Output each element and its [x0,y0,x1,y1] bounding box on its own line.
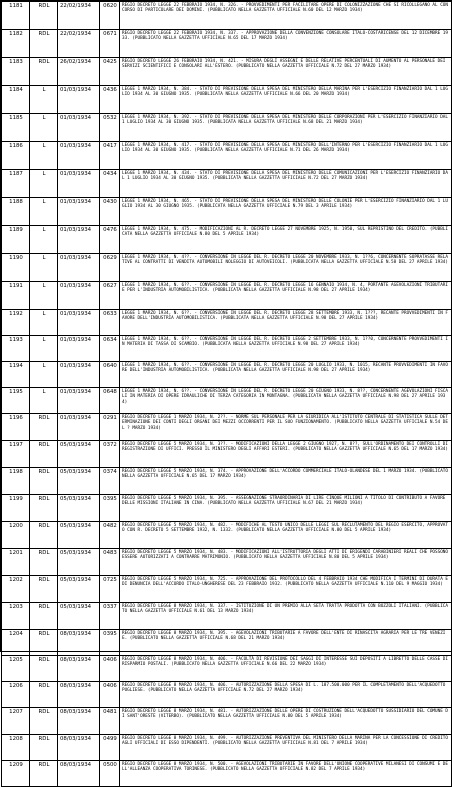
act-description: REGIO DECRETO LEGGE 8 MARZO 1934, N. 500. - AGEVOLAZIONI TRIBUTARIE IN FAVORE DELL'UNIONE COOPERATIVE MILANESI DI CONSUMI E DELL'ALLEANZA COOPERATIVA TORINESE. (PUBBLICATO NELLA GAZZETTA UFFICIALE N.82 DEL 7 APRILE 1934) [120,761,452,787]
act-description: REGIO DECRETO LEGGE 5 MARZO 1934, N. 395. - ASSEGNAZIONE STRAORDINARIA DI LIRE CINQUE MILIONI A TITOLO DI CONTRIBUTO A FAVORE DELLE MISSIONI ITALIANE IN CINA. (PUBBLICATO NELLA GAZZETTA UFFICIALE N.67 DEL 21 MARZO 1934) [120,495,452,522]
table-row [2,254,452,282]
row-number: 1209 [2,761,30,787]
row-number: 1203 [2,603,30,630]
act-type: L [30,388,58,414]
act-code: 0434 [100,170,120,198]
row-number: 1206 [2,682,30,708]
act-code: 0425 [100,58,120,86]
act-date: 08/03/1934 [58,630,100,656]
act-type: L [30,142,58,170]
row-number: 1181 [2,2,30,30]
act-code: 0406 [100,682,120,708]
act-description: REGIO DECRETO LEGGE 5 MARZO 1934, N. 483. - MODIFICAZIONI ALL'ISTRUTTORIA DEGLI ATTI DI ERIGENDI CARABINIERI REALI CHE POSSONO ESSERE AUTORIZZATI A CONTRARRE MATRIMONIO. (PUBBLICATO NELLA GAZZETTA UFFICIALE N.80 DEL 5 APRILE 1934) [120,549,452,576]
act-date: 05/03/1934 [58,576,100,603]
table-row [2,495,452,522]
act-code: 0500 [100,761,120,787]
act-type: L [30,336,58,362]
row-number: 1199 [2,495,30,522]
act-date: 26/02/1934 [58,58,100,86]
act-description: LEGGE 1 MARZO 1934, N. 6??. - CONVERSIONE IN LEGGE DEL R. DECRETO LEGGE 16 GENNAIO 1934, N. 4, PORTANTE AGEVOLAZIONI TRIBUTARIE PER L'INDUSTRIA AUTOMOBILISTICA. (PUBBLICATA NELLA GAZZETTA UFFICIALE N.98 DEL 27 APRILE 1934) [120,282,452,310]
row-number: 1205 [2,656,30,682]
act-type: L [30,226,58,254]
act-code: 0481 [100,708,120,735]
table-row [2,441,452,468]
act-code: 0476 [100,226,120,254]
row-number: 1200 [2,522,30,549]
row-number: 1188 [2,198,30,226]
row-number: 1202 [2,576,30,603]
row-number: 1198 [2,468,30,495]
act-description: REGIO DECRETO LEGGE 1 MARZO 1934, N. 2??. - NORME SUL PERSONALE PER LA GIURIDICA ALL'ISTITUTO CENTRALE DI STATISTICA SULLE DETERMINAZIONE DEI CONTI DEGLI ORGANI DEI MEZZI OCCORRENTI PER IL SUO FUNZIONAMENTO. (PUBBLICATO NELLA GAZZETTA UFFICIALE N.54 DEL ? MARZO 1934) [120,414,452,441]
act-description: LEGGE 1 MARZO 1934, N. 465. - STATO DI PREVISIONE DELLA SPESA DEL MINISTERO DELLE COLONIE PER L'ESERCIZIO FINANZIARIO DAL 1 LUGLIO 1934 AL 30 GIUGNO 1935. (PUBBLICATA NELLA GAZZETTA UFFICIALE N.79 DEL 3 APRILE 1934) [120,198,452,226]
table-row [2,2,452,30]
act-type: RDL [30,468,58,495]
act-description: REGIO DECRETO LEGGE 8 MARZO 1934, N. 481. - AUTORIZZAZIONE DELLE OPERE DI COSTRUZIONE DELL'ACQUEDOTTO SUSSIDIARIO DEL COMUNE DI SANT'ORESTE (VITERBO). (PUBBLICATO NELLA GAZZETTA UFFICIALE N.80 DEL 5 APRILE 1934) [120,708,452,735]
table-row [2,310,452,336]
act-description: REGIO DECRETO LEGGE 22 FEBBRAIO 1934, N. 326. - PROVVEDIMENTI PER FACILITARE OPERE DI COLONIZZAZIONE CHE SI RICOLLEGANO AL CONCORSO DI PARTICOLARE DEI DOMINI. (PUBBLICATO NELLA GAZZETTA UFFICIALE N.60 DEL 12 MARZO 1934) [120,2,452,30]
table-row [2,682,452,708]
act-code: 0482 [100,522,120,549]
act-type: L [30,86,58,114]
act-type: RDL [30,58,58,86]
act-description: REGIO DECRETO LEGGE 5 MARZO 1934, N. 3??. - MODIFICAZIONI DELLA LEGGE 2 GIUGNO 1927, N. 8??, SULL'ORDINAMENTO DEI CONTROLLI DI REGISTRAZIONE DI UFFICI. PRESSO IL MINISTERO DEGLI AFFARI ESTERI. (PUBBLICATO NELLA GAZZETTA UFFICIALE N.65 DEL 17 MARZO 1934) [120,441,452,468]
act-date: 08/03/1934 [58,708,100,735]
act-date: 05/03/1934 [58,441,100,468]
act-date: 01/03/1934 [58,198,100,226]
row-number: 1182 [2,30,30,58]
act-code: 0627 [100,282,120,310]
act-code: 0640 [100,362,120,388]
row-number: 1190 [2,254,30,282]
table-row [2,388,452,414]
act-code: 0633 [100,310,120,336]
row-number: 1208 [2,735,30,761]
act-date: 01/03/1934 [58,254,100,282]
table-row [2,414,452,441]
row-number: 1192 [2,310,30,336]
act-code: 0395 [100,495,120,522]
register-table [1,1,452,787]
act-code: 0417 [100,142,120,170]
act-date: 01/03/1934 [58,362,100,388]
act-code: 0406 [100,656,120,682]
act-type: RDL [30,522,58,549]
act-description: LEGGE 1 MARZO 1934, N. 6??. - CONVERSIONE IN LEGGE DEL R. DECRETO LEGGE 20 GIUGNO 1933, N. 8??, CONCERNENTE AGEVOLAZIONI FISCALI IN MATERIA DI OPERE IDRAULICHE DI TERZA CATEGORIA IN MONTAGNA. (PUBBLICATA NELLA GAZZETTA UFFICIALE N.98 DEL 27 APRILE 1934) [120,388,452,414]
table-row [2,522,452,549]
row-number: 1201 [2,549,30,576]
act-date: 01/03/1934 [58,310,100,336]
act-code: 0395 [100,630,120,656]
row-number: 1183 [2,58,30,86]
act-date: 05/03/1934 [58,468,100,495]
table-row [2,656,452,682]
table-row [2,549,452,576]
act-type: RDL [30,603,58,630]
act-description: LEGGE 1 MARZO 1934, N. 384. - STATO DI PREVISIONE DELLA SPESA DEL MINISTERO DELLA MARINA PER L'ESERCIZIO FINANZIARIO DAL 1 LUGLIO 1934 AL 30 GIUGNO 1935. (PUBBLICATA NELLA GAZZETTA UFFICIALE N.66 DEL 20 MARZO 1934) [120,86,452,114]
table-row [2,198,452,226]
act-description: LEGGE 1 MARZO 1934, N. 417. - STATO DI PREVISIONE DELLA SPESA DEL MINISTERO DELL'INTERNO PER L'ESERCIZIO FINANZIARIO DAL 1 LUGLIO 1934 AL 30 GIUGNO 1935. (PUBBLICATA NELLA GAZZETTA UFFICIALE N.71 DEL 26 MARZO 1934) [120,142,452,170]
row-number: 1197 [2,441,30,468]
act-type: L [30,310,58,336]
act-description: LEGGE 1 MARZO 1934, N. 6??. - CONVERSIONE IN LEGGE DEL R. DECRETO LEGGE 28 SETTEMBRE 1933, N. 1???, RECANTE PROVVEDIMENTI IN FAVORE DELL'INDUSTRIA AUTOMOBILISTICA. (PUBBLICATA NELLA GAZZETTA UFFICIALE N.98 DEL 27 APRILE 1934) [120,310,452,336]
act-date: 05/03/1934 [58,603,100,630]
register-rows [2,2,452,787]
row-number: 1185 [2,114,30,142]
table-row [2,226,452,254]
act-date: 05/03/1934 [58,495,100,522]
act-description: LEGGE 1 MARZO 1934, N. 434. - STATO DI PREVISIONE DELLA SPESA DEL MINISTERO DELLE COMUNICAZIONI PER L'ESERCIZIO FINANZIARIO DAL 1 LUGLIO 1934 AL 30 GIUGNO 1935. (PUBBLICATA NELLA GAZZETTA UFFICIALE N.72 DEL 27 MARZO 1934) [120,170,452,198]
act-date: 08/03/1934 [58,656,100,682]
table-row [2,761,452,787]
act-code: 0374 [100,468,120,495]
table-row [2,282,452,310]
act-type: RDL [30,761,58,787]
act-description: REGIO DECRETO LEGGE 8 MARZO 1934, N. 406. - AUTORIZZAZIONE DELLA SPESA DI L. 187.500.000 PER IL COMPLETAMENTO DELL'ACQUEDOTTO PUGLIESE. (PUBBLICATO NELLA GAZZETTA UFFICIALE N.72 DEL 27 MARZO 1934) [120,682,452,708]
act-type: RDL [30,630,58,656]
row-number: 1187 [2,170,30,198]
act-type: RDL [30,735,58,761]
act-description: LEGGE 1 MARZO 1934, N. 392. - STATO DI PREVISIONE DELLA SPESA DEL MINISTERO DELLE CORPORAZIONI PER L'ESERCIZIO FINANZIARIO DAL 1 LUGLIO 1934 AL 30 GIUGNO 1935. (PUBBLICATA NELLA GAZZETTA UFFICIALE N.68 DEL 21 MARZO 1934) [120,114,452,142]
row-number: 1191 [2,282,30,310]
act-date: 08/03/1934 [58,735,100,761]
act-description: LEGGE 1 MARZO 1934, N. 6??. - CONVERSIONE IN LEGGE DEL R. DECRETO LEGGE 20 LUGLIO 1933, N. 1015, RECANTE PROVVEDIMENTI IN FAVORE DELL'INDUSTRIA AUTOMOBILISTICA. (PUBBLICATA NELLA GAZZETTA UFFICIALE N.98 DEL 27 APRILE 1934) [120,362,452,388]
table-row [2,576,452,603]
act-code: 0532 [100,114,120,142]
row-number: 1193 [2,336,30,362]
table-row [2,735,452,761]
act-description: REGIO DECRETO LEGGE 5 MARZO 1934, N. 725. - APPROVAZIONE DEL PROTOCOLLO DEL 4 FEBBRAIO 1934 CHE MODIFICA I TERMINI DI DURATA E DI DENUNCIA DELL'ACCORDO ITALO-UNGHERESE DEL 23 FEBBRAIO 1932. (PUBBLICATO NELLA GAZZETTA UFFICIALE N.110 DEL 9 MAGGIO 1934) [120,576,452,603]
act-description: REGIO DECRETO LEGGE 8 MARZO 1934, N. 395. - AGEVOLAZIONI TRIBUTARIE A FAVORE DELL'ENTE DI RINASCITA AGRARIA PER LE TRE VENEZIE. (PUBBLICATO NELLA GAZZETTA UFFICIALE N.68 DEL 21 MARZO 1934) [120,630,452,656]
act-description: LEGGE 1 MARZO 1934, N. 475. - MODIFICAZIONI AL R. DECRETO LEGGE 27 NOVEMBRE 1925, N. 1950, SUL REPRISTINO DEL CREDITO. (PUBBLICATA NELLA GAZZETTA UFFICIALE N.80 DEL 5 APRILE 1934) [120,226,452,254]
act-date: 08/03/1934 [58,682,100,708]
table-row [2,362,452,388]
act-date: 22/02/1934 [58,30,100,58]
act-description: LEGGE 1 MARZO 1934, N. 6??. - CONVERSIONE IN LEGGE DEL R. DECRETO LEGGE 2 SETTEMBRE 1933, N. 1??0, CONCERNENTE PROVVEDIMENTI IN MATERIA DI TASSA DI SCAMBIO. (PUBBLICATA NELLA GAZZETTA UFFICIALE N.98 DEL 27 APRILE 1934) [120,336,452,362]
act-type: RDL [30,576,58,603]
act-code: 0725 [100,576,120,603]
act-code: 0671 [100,30,120,58]
act-date: 01/03/1934 [58,86,100,114]
act-code: 0291 [100,414,120,441]
act-type: L [30,282,58,310]
act-code: 0648 [100,388,120,414]
act-date: 01/03/1934 [58,226,100,254]
act-date: 08/03/1934 [58,761,100,787]
act-description: REGIO DECRETO LEGGE 8 MARZO 1934, N. 406. - FACOLTÀ DI REVISIONE DEI SAGGI DI INTERESSE SUI DEPOSITI A LIBRETTO DELLE CASSE DI RISPARMIO POSTALI. (PUBBLICATO NELLA GAZZETTA UFFICIALE N.66 DEL 22 MARZO 1934) [120,656,452,682]
act-type: RDL [30,549,58,576]
act-date: 01/03/1934 [58,414,100,441]
table-row [2,30,452,58]
act-type: RDL [30,682,58,708]
act-code: 0372 [100,441,120,468]
table-row [2,603,452,630]
act-code: 0620 [100,2,120,30]
act-type: L [30,170,58,198]
act-code: 0337 [100,603,120,630]
act-type: RDL [30,2,58,30]
row-number: 1207 [2,708,30,735]
act-type: RDL [30,495,58,522]
table-row [2,468,452,495]
act-code: 0629 [100,254,120,282]
act-date: 01/03/1934 [58,282,100,310]
act-date: 01/03/1934 [58,114,100,142]
act-code: 0436 [100,86,120,114]
act-date: 05/03/1934 [58,522,100,549]
row-number: 1189 [2,226,30,254]
act-type: RDL [30,30,58,58]
table-row [2,170,452,198]
act-type: RDL [30,708,58,735]
act-description: REGIO DECRETO LEGGE 26 FEBBRAIO 1934, N. 421. - MISURA DEGLI ASSEGNI E DELLE RELATIVE PERCENTUALI DI AUMENTO AL PERSONALE DEI SERVIZI SCIENTIFICI E CONSOLARI ALL'ESTERO. (PUBBLICATO NELLA GAZZETTA UFFICIALE N.72 DEL 27 MARZO 1934) [120,58,452,86]
act-date: 01/03/1934 [58,142,100,170]
act-description: REGIO DECRETO LEGGE 5 MARZO 1934, N. 374. - APPROVAZIONE DELL'ACCORDO COMMERCIALE ITALO-OLANDESE DEL 1 MARZO 1934. (PUBBLICATO NELLA GAZZETTA UFFICIALE N.65 DEL 17 MARZO 1934) [120,468,452,495]
act-date: 22/02/1934 [58,2,100,30]
table-row [2,114,452,142]
act-type: L [30,198,58,226]
act-date: 05/03/1934 [58,549,100,576]
act-date: 01/03/1934 [58,336,100,362]
row-number: 1194 [2,362,30,388]
act-code: 0499 [100,735,120,761]
table-row [2,708,452,735]
act-type: L [30,114,58,142]
table-row [2,86,452,114]
act-code: 0483 [100,549,120,576]
act-type: RDL [30,441,58,468]
act-description: LEGGE 1 MARZO 1934, N. 4??. - CONVERSIONE IN LEGGE DEL R. DECRETO LEGGE 20 NOVEMBRE 1933, N. 1??6, CONCERNENTE SOPRATASSE RELATIVE AL CONTRATTI DI VENDITA AUTOMOBILI NOLEGGIO DI AUTOVEICOLI. (PUBBLICATA NELLA GAZZETTA UFFICIALE N.58 DEL 27 APRILE 1934) [120,254,452,282]
act-code: 0430 [100,198,120,226]
row-number: 1196 [2,414,30,441]
act-type: L [30,254,58,282]
act-description: REGIO DECRETO LEGGE 22 FEBBRAIO 1934, N. 337. - APPROVAZIONE DELLA CONVENZIONE CONSOLARE ITALO-COSTARICENSE DEL 12 DICEMBRE 1933. (PUBBLICATO NELLA GAZZETTA UFFICIALE N.65 DEL 17 MARZO 1934) [120,30,452,58]
act-type: RDL [30,656,58,682]
row-number: 1186 [2,142,30,170]
act-type: L [30,362,58,388]
act-type: RDL [30,414,58,441]
row-number: 1184 [2,86,30,114]
act-description: REGIO DECRETO LEGGE 8 MARZO 1934, N. 499. - AUTORIZZAZIONE PREVENTIVA DEL MINISTERO DELLA MARINA PER LA CONCESSIONE DI CREDITO AGLI UFFICIALI DI ESSO DIPENDENTI. (PUBBLICATO NELLA GAZZETTA UFFICIALE N.81 DEL 7 APRILE 1934) [120,735,452,761]
row-number: 1204 [2,630,30,656]
table-row [2,142,452,170]
table-row [2,336,452,362]
act-description: REGIO DECRETO LEGGE 5 MARZO 1934, N. 482. - MODIFICHE AL TESTO UNICO DELLE LEGGI SUL RECLUTAMENTO DEL REGIO ESERCITO, APPROVATO CON R. DECRETO 5 SETTEMBRE 1932, N. 1332. (PUBBLICATO NELLA GAZZETTA UFFICIALE N.80 DEL 5 APRILE 1934) [120,522,452,549]
act-code: 0634 [100,336,120,362]
act-date: 01/03/1934 [58,388,100,414]
table-row [2,58,452,86]
act-date: 01/03/1934 [58,170,100,198]
act-description: REGIO DECRETO LEGGE 8 MARZO 1934, N. 337. - ISTITUZIONE DI UN PREMIO ALLA SETA TRATTA PRODOTTA CON BOZZOLI ITALIANI. (PUBBLICATO NELLA GAZZETTA UFFICIALE N.61 DEL 13 MARZO 1934) [120,603,452,630]
row-number: 1195 [2,388,30,414]
